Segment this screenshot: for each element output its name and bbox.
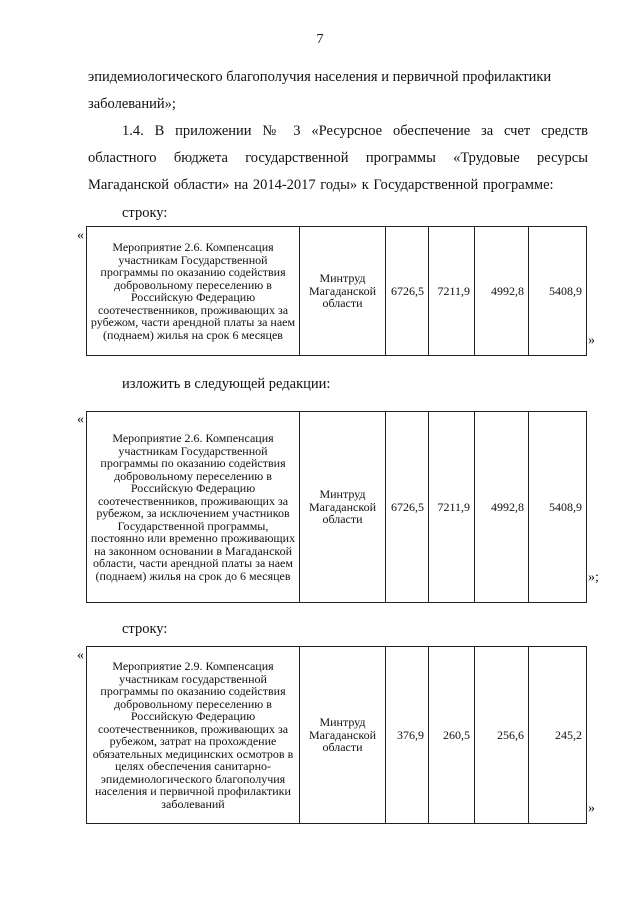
measure-description: Мероприятие 2.6. Компенсация участникам Государственной программы по оказанию содействия добровольному переселению в Российскую Федерацию соотечественников, проживающих за рубежом, части арендной платы за наем (поднаем) жилья на срок 6 месяцев — [87, 227, 300, 356]
measure-description: Мероприятие 2.6. Компенсация участникам Государственной программы по оказанию содействия добровольному переселению в Российскую Федерацию соотечественников, проживающих за рубежом, за исключением участников Государственной программы, постоянно или временно проживающих на законном основании в Магаданской области, части арендной платы за наем (поднаем) жилья на срок до 6 месяцев — [87, 412, 300, 603]
value-cell: 376,9 — [386, 647, 429, 824]
value-cell: 256,6 — [475, 647, 529, 824]
table-row — [87, 227, 587, 356]
quote-close: » — [588, 801, 595, 816]
value-cell: 4992,8 — [475, 412, 529, 603]
quote-close-semicolon: »; — [588, 570, 599, 585]
value-cell: 260,5 — [429, 647, 475, 824]
quote-open: « — [77, 648, 84, 663]
paragraph-continuation: эпидемиологического благополучия населения и первичной профилактики заболеваний»; — [88, 69, 552, 112]
table-old-row-2-6 — [86, 226, 587, 356]
value-cell: 6726,5 — [386, 227, 429, 356]
executor-cell: Минтруд Магаданской области — [300, 227, 386, 356]
table-row — [87, 412, 587, 603]
value-cell: 5408,9 — [529, 227, 587, 356]
page-number: 7 — [316, 32, 324, 47]
measure-description: Мероприятие 2.9. Компенсация участникам государственной программы по оказанию содействия добровольному переселению в Российскую Федерацию соотечественников, проживающих за рубежом, затрат на прохождение обязательных медицинских осмотров в целях обеспечения санитарно-эпидемиологического благополучия населения и первичной профилактики заболеваний — [87, 647, 300, 824]
paragraph-item-1-4: 1.4. В приложении № 3 «Ресурсное обеспечение за счет средств областного бюджета государственной программы «Трудовые ресурсы Магаданской области» на 2014-2017 годы» к Государственной программе: — [88, 123, 588, 193]
executor-cell: Минтруд Магаданской области — [300, 412, 386, 603]
value-cell: 7211,9 — [429, 227, 475, 356]
quote-open: « — [77, 228, 84, 243]
table-new-row-2-6 — [86, 411, 587, 603]
label-stroku: строку: — [122, 621, 168, 637]
value-cell: 7211,9 — [429, 412, 475, 603]
value-cell: 5408,9 — [529, 412, 587, 603]
quote-open: « — [77, 412, 84, 427]
table-old-row-2-9 — [86, 646, 587, 824]
table-row — [87, 647, 587, 824]
label-stroku: строку: — [122, 205, 168, 221]
value-cell: 245,2 — [529, 647, 587, 824]
quote-close: » — [588, 333, 595, 348]
executor-cell: Минтруд Магаданской области — [300, 647, 386, 824]
value-cell: 4992,8 — [475, 227, 529, 356]
label-izlozhit: изложить в следующей редакции: — [122, 376, 331, 392]
value-cell: 6726,5 — [386, 412, 429, 603]
